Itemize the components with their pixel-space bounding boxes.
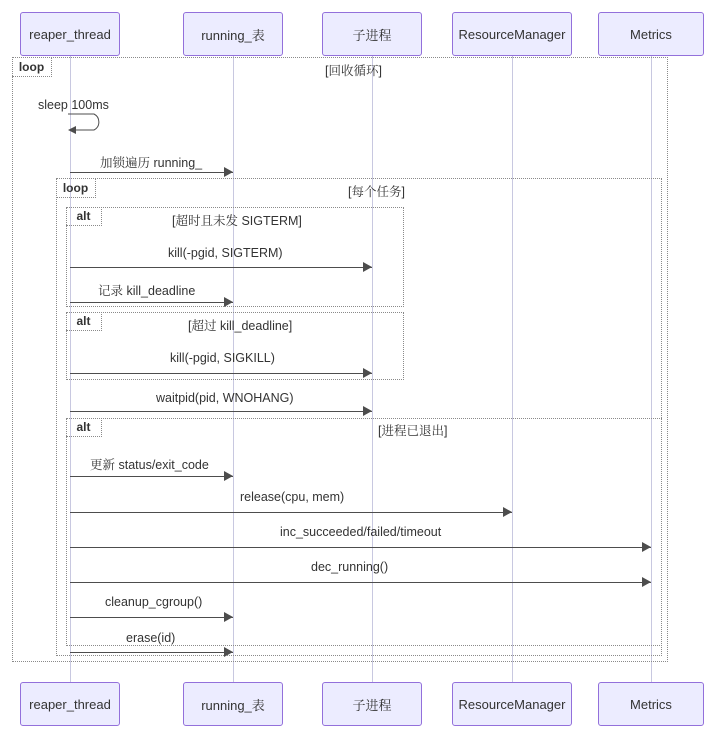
participant-label: running_表 <box>201 27 265 43</box>
participant-resource-manager-bottom[interactable] <box>452 682 572 726</box>
message-label-update-status: 更新 status/exit_code <box>90 458 209 472</box>
message-label-kill-sigkill: kill(-pgid, SIGKILL) <box>170 351 275 365</box>
message-label-release: release(cpu, mem) <box>240 490 345 504</box>
message-arrow-cleanup-cgroup <box>224 612 233 622</box>
participant-label: 子进程 <box>352 697 392 713</box>
message-label-inc-metrics: inc_succeeded/failed/timeout <box>280 525 442 539</box>
frame-tag-label: alt <box>76 314 91 328</box>
participant-label: 子进程 <box>352 27 392 43</box>
self-loop-arc-icon <box>66 112 106 134</box>
participant-label: ResourceManager <box>458 26 566 42</box>
message-line-waitpid <box>70 411 372 412</box>
participant-child-process-top[interactable] <box>322 12 422 56</box>
frame-loop-each-task-tag <box>56 178 96 198</box>
participant-metrics-top[interactable] <box>598 12 704 56</box>
frame-alt-process-exited-tag <box>66 418 102 437</box>
message-label-sleep: sleep 100ms <box>38 98 109 112</box>
message-line-kill-sigkill <box>70 373 372 374</box>
participant-label: reaper_thread <box>29 26 111 42</box>
message-line-dec-running <box>70 582 651 583</box>
message-line-release <box>70 512 512 513</box>
frame-tag-label: alt <box>76 209 91 223</box>
message-line-lock-iterate <box>70 172 233 173</box>
message-arrow-kill-sigkill <box>363 368 372 378</box>
message-line-kill-sigterm <box>70 267 372 268</box>
frame-tag-label: loop <box>62 180 89 195</box>
message-arrow-lock-iterate <box>224 167 233 177</box>
message-line-inc-metrics <box>70 547 651 548</box>
message-arrow-erase <box>224 647 233 657</box>
message-label-erase: erase(id) <box>126 631 176 645</box>
message-line-erase <box>70 652 233 653</box>
participant-label: ResourceManager <box>458 696 566 712</box>
frame-alt-timeout-no-sigterm-title: [超时且未发 SIGTERM] <box>172 214 302 228</box>
participant-running-table-top[interactable] <box>183 12 283 56</box>
participant-running-table-bottom[interactable] <box>183 682 283 726</box>
participant-label: running_表 <box>201 697 265 713</box>
message-arrow-release <box>503 507 512 517</box>
message-label-waitpid: waitpid(pid, WNOHANG) <box>156 391 294 405</box>
message-arrow-update-status <box>224 471 233 481</box>
frame-alt-past-deadline-title: [超过 kill_deadline] <box>188 319 293 333</box>
message-label-lock-iterate: 加锁遍历 running_ <box>100 156 203 170</box>
participant-label: Metrics <box>630 26 672 42</box>
participant-label: Metrics <box>630 696 672 712</box>
message-label-dec-running: dec_running() <box>311 560 389 574</box>
frame-tag-label: loop <box>18 59 45 74</box>
frame-loop-recycle-title: [回收循环] <box>325 64 382 78</box>
message-label-record-deadline: 记录 kill_deadline <box>98 284 196 298</box>
frame-alt-process-exited-title: [进程已退出] <box>378 424 448 438</box>
message-arrow-dec-running <box>642 577 651 587</box>
message-arrow-waitpid <box>363 406 372 416</box>
message-line-update-status <box>70 476 233 477</box>
participant-child-process-bottom[interactable] <box>322 682 422 726</box>
participant-reaper-thread-top[interactable] <box>20 12 120 56</box>
participant-label: reaper_thread <box>29 696 111 712</box>
frame-alt-past-deadline-tag <box>66 312 102 331</box>
message-arrow-record-deadline <box>224 297 233 307</box>
participant-metrics-bottom[interactable] <box>598 682 704 726</box>
participant-resource-manager-top[interactable] <box>452 12 572 56</box>
message-arrow-kill-sigterm <box>363 262 372 272</box>
frame-tag-label: alt <box>76 420 91 434</box>
frame-alt-timeout-no-sigterm-tag <box>66 207 102 226</box>
self-message-sleep <box>66 112 106 134</box>
message-label-cleanup-cgroup: cleanup_cgroup() <box>105 595 203 609</box>
message-arrow-inc-metrics <box>642 542 651 552</box>
frame-loop-each-task-title: [每个任务] <box>348 185 405 199</box>
frame-loop-recycle-tag <box>12 57 52 77</box>
message-label-kill-sigterm: kill(-pgid, SIGTERM) <box>168 246 283 260</box>
participant-reaper-thread-bottom[interactable] <box>20 682 120 726</box>
message-line-record-deadline <box>70 302 233 303</box>
message-line-cleanup-cgroup <box>70 617 233 618</box>
